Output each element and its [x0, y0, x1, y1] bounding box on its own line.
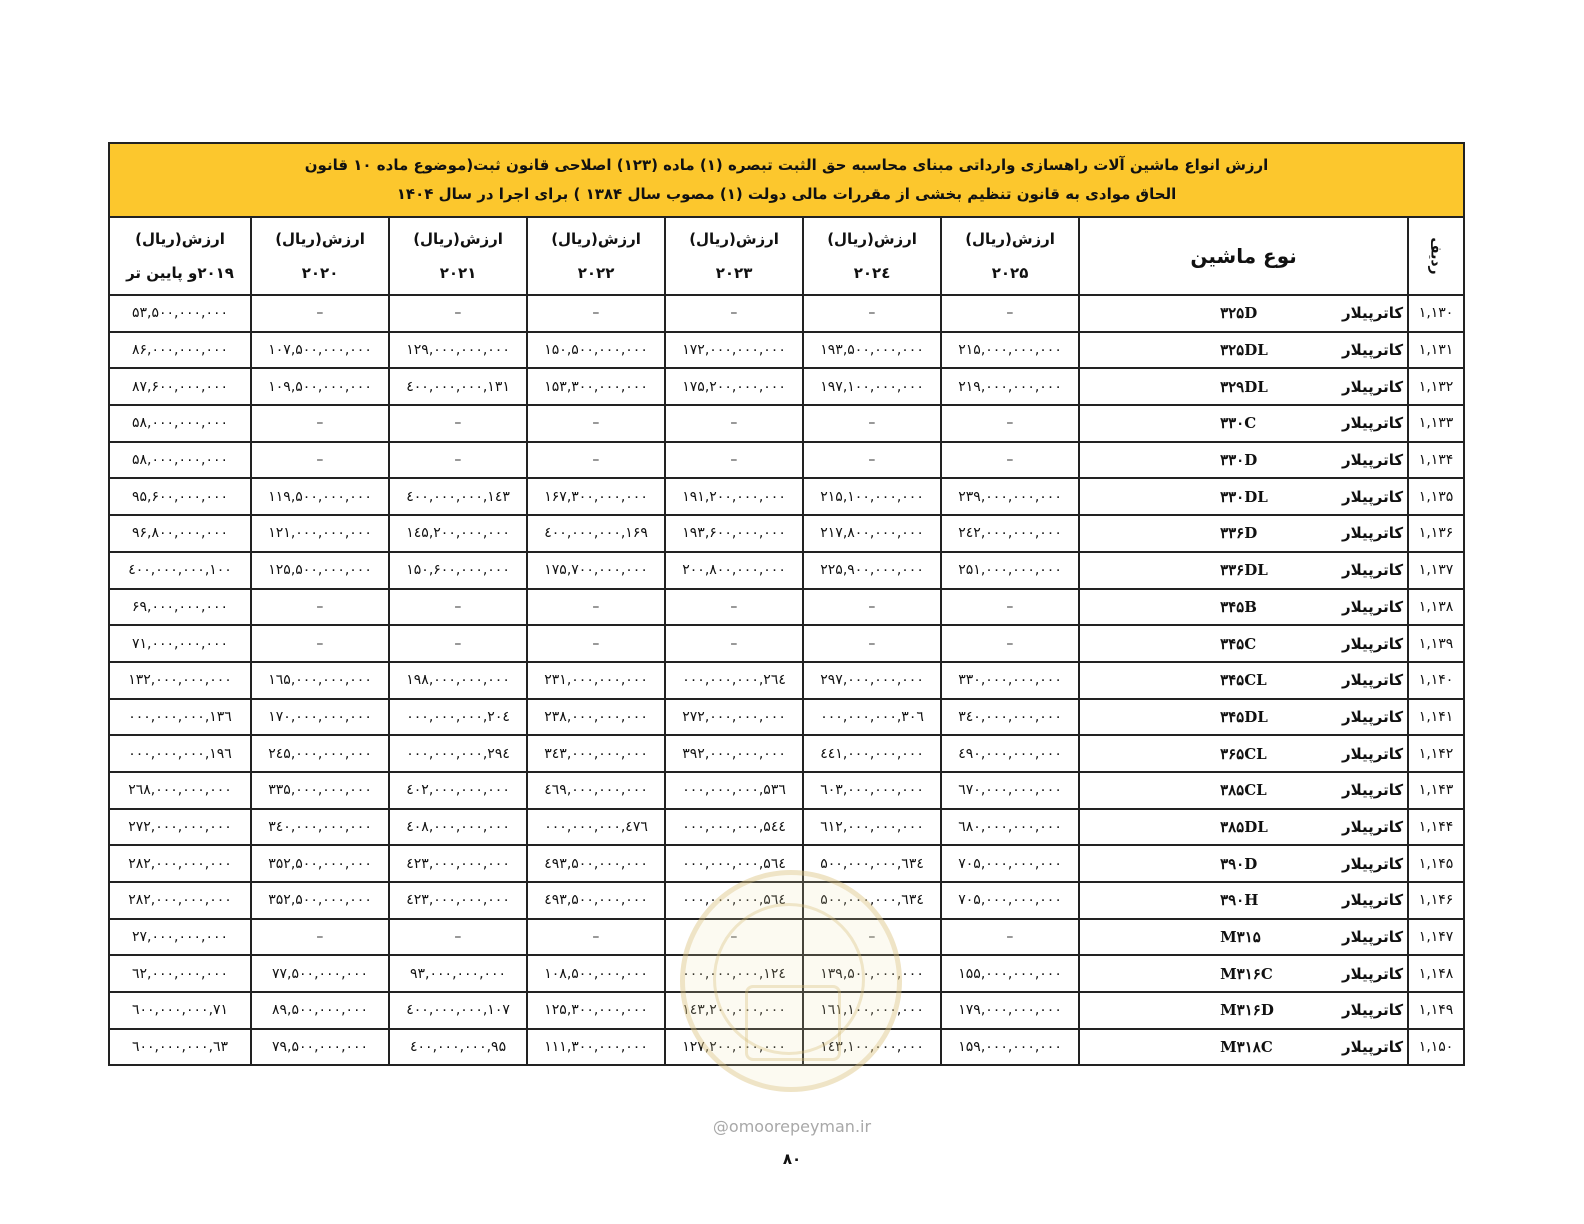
machine-type-cell — [1079, 552, 1408, 589]
value-cell: – — [803, 589, 941, 626]
machine-model: ۳۸۵CL — [1220, 781, 1267, 800]
value-cell: ۱۰۷,۵۰۰,۰۰۰,۰۰۰ — [251, 332, 389, 369]
value-cell: ۱۰۷,٤۰۰,۰۰۰,۰۰۰ — [389, 992, 527, 1029]
machine-brand: کاترپیلار — [1341, 671, 1404, 690]
row-number: ۱,۱۳۰ — [1408, 295, 1464, 332]
machine-model: ۳۲۹DL — [1220, 377, 1268, 396]
machine-brand: کاترپیلار — [1341, 634, 1404, 653]
row-number: ۱,۱۳۴ — [1408, 442, 1464, 479]
value-header-year: ۲۰۲۱ — [439, 264, 477, 282]
value-cell: ٦۳٤,۵۰۰,۰۰۰,۰۰۰ — [803, 882, 941, 919]
value-header-6 — [109, 217, 251, 295]
site-url: @omoorepeyman.ir — [712, 1117, 872, 1136]
machine-model: ۳۴۵C — [1220, 634, 1257, 653]
table-row — [109, 295, 1464, 332]
value-header-label: ارزش(ریال) — [689, 230, 779, 248]
value-cell: – — [665, 405, 803, 442]
value-header-label: ارزش(ریال) — [551, 230, 641, 248]
value-cell: – — [251, 919, 389, 956]
value-cell: ۲٤۲,۰۰۰,۰۰۰,۰۰۰ — [941, 515, 1079, 552]
machine-brand: کاترپیلار — [1341, 561, 1404, 580]
value-cell: ۱۹۷,۱۰۰,۰۰۰,۰۰۰ — [803, 368, 941, 405]
value-cell: ٤۲۳,۰۰۰,۰۰۰,۰۰۰ — [389, 882, 527, 919]
row-number: ۱,۱۴۵ — [1408, 845, 1464, 882]
value-cell: ۵۳,۵۰۰,۰۰۰,۰۰۰ — [109, 295, 251, 332]
row-number: ۱,۱۵۰ — [1408, 1029, 1464, 1066]
machine-brand: کاترپیلار — [1341, 928, 1404, 947]
machine-model: ۳۴۵B — [1220, 597, 1257, 616]
value-cell: ۶۹,۰۰۰,۰۰۰,۰۰۰ — [109, 589, 251, 626]
row-number: ۱,۱۴۱ — [1408, 699, 1464, 736]
value-cell: ۱۹۳,۶۰۰,۰۰۰,۰۰۰ — [665, 515, 803, 552]
machine-model: ۳۳۰C — [1220, 414, 1257, 433]
value-header-year: ۲۰۲۰ — [301, 264, 339, 282]
value-cell: ٦۰۳,۰۰۰,۰۰۰,۰۰۰ — [803, 772, 941, 809]
value-cell: ۷۰۵,۰۰۰,۰۰۰,۰۰۰ — [941, 882, 1079, 919]
value-cell: ۳۰٦,۰۰۰,۰۰۰,۰۰۰ — [803, 699, 941, 736]
title-line-1: ارزش انواع ماشین آلات راهسازی وارداتی مبنای محاسبه حق الثبت تبصره (۱) ماده (۱۲۳) اصلاحی قانون ثبت(موضوع ماده ۱۰ قانون — [304, 156, 1269, 174]
table-row — [109, 919, 1464, 956]
machine-model: ۳۳۶DL — [1220, 561, 1268, 580]
machine-type-cell — [1079, 625, 1408, 662]
machine-type-cell — [1079, 882, 1408, 919]
table-row — [109, 955, 1464, 992]
machine-type-cell — [1079, 992, 1408, 1029]
value-cell: ۱٦۱,۱۰۰,۰۰۰,۰۰۰ — [803, 992, 941, 1029]
value-cell: ۱۳۲,۰۰۰,۰۰۰,۰۰۰ — [109, 662, 251, 699]
value-cell: ۹۵,٤۰۰,۰۰۰,۰۰۰ — [389, 1029, 527, 1066]
table-row — [109, 478, 1464, 515]
value-header-year: ۲۰۱۹و پایین تر — [126, 264, 234, 282]
value-cell: ۵٦٤,۰۰۰,۰۰۰,۰۰۰ — [665, 845, 803, 882]
value-cell: ۳٤۰,۰۰۰,۰۰۰,۰۰۰ — [941, 699, 1079, 736]
machine-model: ۳۳۰D — [1220, 451, 1258, 470]
value-header-year: ۲۰۲۵ — [991, 264, 1029, 282]
value-cell: ۱٦۵,۰۰۰,۰۰۰,۰۰۰ — [251, 662, 389, 699]
value-cell: ۱٤۳,٤۰۰,۰۰۰,۰۰۰ — [389, 478, 527, 515]
value-cell: – — [527, 405, 665, 442]
value-cell: ۵۸,۰۰۰,۰۰۰,۰۰۰ — [109, 405, 251, 442]
machine-type-cell — [1079, 515, 1408, 552]
row-number: ۱,۱۴۲ — [1408, 735, 1464, 772]
value-cell: ۱۰۹,۵۰۰,۰۰۰,۰۰۰ — [251, 368, 389, 405]
value-cell: – — [941, 625, 1079, 662]
machine-model: M۳۱۶C — [1220, 964, 1273, 983]
value-cell: ۱۵۳,۳۰۰,۰۰۰,۰۰۰ — [527, 368, 665, 405]
machine-brand: کاترپیلار — [1341, 524, 1404, 543]
value-cell: ۳۹۲,۰۰۰,۰۰۰,۰۰۰ — [665, 735, 803, 772]
machine-type-cell — [1079, 295, 1408, 332]
value-cell: ۱۷۵,۷۰۰,۰۰۰,۰۰۰ — [527, 552, 665, 589]
title-line-2: الحاق موادی به قانون تنظیم بخشی از مقررات مالی دولت (۱) مصوب سال ۱۳۸۴ ) برای اجرا در سال ۱۴۰۴ — [396, 185, 1177, 203]
machine-brand: کاترپیلار — [1341, 1038, 1404, 1057]
value-cell: – — [527, 295, 665, 332]
value-cell: ۵٤٤,۰۰۰,۰۰۰,۰۰۰ — [665, 809, 803, 846]
machine-type-cell — [1079, 699, 1408, 736]
value-cell: – — [803, 405, 941, 442]
value-cell: ۲۳۸,۰۰۰,۰۰۰,۰۰۰ — [527, 699, 665, 736]
value-cell: ۱۷۲,۰۰۰,۰۰۰,۰۰۰ — [665, 332, 803, 369]
value-cell: ۱۷۹,۰۰۰,۰۰۰,۰۰۰ — [941, 992, 1079, 1029]
value-cell: – — [251, 295, 389, 332]
table-row — [109, 625, 1464, 662]
machine-model: ۳۸۵DL — [1220, 817, 1268, 836]
table-row — [109, 405, 1464, 442]
value-cell: ٦۸۰,۰۰۰,۰۰۰,۰۰۰ — [941, 809, 1079, 846]
value-cell: – — [941, 589, 1079, 626]
machine-type-cell — [1079, 332, 1408, 369]
machine-type-cell — [1079, 735, 1408, 772]
value-cell: ۹۶,۸۰۰,۰۰۰,۰۰۰ — [109, 515, 251, 552]
row-number: ۱,۱۴۰ — [1408, 662, 1464, 699]
value-cell: ٤۹۰,۰۰۰,۰۰۰,۰۰۰ — [941, 735, 1079, 772]
value-cell: ۷۰۵,۰۰۰,۰۰۰,۰۰۰ — [941, 845, 1079, 882]
value-cell: ۵٦٤,۰۰۰,۰۰۰,۰۰۰ — [665, 882, 803, 919]
table-row — [109, 845, 1464, 882]
value-cell: ۲۳۱,۰۰۰,۰۰۰,۰۰۰ — [527, 662, 665, 699]
value-cell: ۱۱۱,۳۰۰,۰۰۰,۰۰۰ — [527, 1029, 665, 1066]
value-cell: ۲۱۷,۸۰۰,۰۰۰,۰۰۰ — [803, 515, 941, 552]
value-cell: ۱۰۰,٤۰۰,۰۰۰,۰۰۰ — [109, 552, 251, 589]
value-cell: ۲٤۵,۰۰۰,۰۰۰,۰۰۰ — [251, 735, 389, 772]
machine-model: M۳۱۶D — [1220, 1001, 1274, 1020]
value-cell: – — [251, 442, 389, 479]
value-cell: ۱۱۹,۵۰۰,۰۰۰,۰۰۰ — [251, 478, 389, 515]
machine-type-cell — [1079, 662, 1408, 699]
value-cell: ۷۷,۵۰۰,۰۰۰,۰۰۰ — [251, 955, 389, 992]
value-cell: ٤۷٦,۰۰۰,۰۰۰,۰۰۰ — [527, 809, 665, 846]
value-cell: ۱۲۵,۵۰۰,۰۰۰,۰۰۰ — [251, 552, 389, 589]
value-cell: ۸۷,۶۰۰,۰۰۰,۰۰۰ — [109, 368, 251, 405]
value-cell: ٤۰۸,۰۰۰,۰۰۰,۰۰۰ — [389, 809, 527, 846]
machine-brand: کاترپیلار — [1341, 891, 1404, 910]
value-cell: ۱۹۳,۵۰۰,۰۰۰,۰۰۰ — [803, 332, 941, 369]
value-cell: ۱۰۸,۵۰۰,۰۰۰,۰۰۰ — [527, 955, 665, 992]
machine-type-cell — [1079, 772, 1408, 809]
value-cell: ۱۲۹,۰۰۰,۰۰۰,۰۰۰ — [389, 332, 527, 369]
machine-type-cell — [1079, 405, 1408, 442]
value-cell: ۱۹۸,۰۰۰,۰۰۰,۰۰۰ — [389, 662, 527, 699]
value-cell: – — [941, 919, 1079, 956]
value-cell: ۱۶۷,۳۰۰,۰۰۰,۰۰۰ — [527, 478, 665, 515]
value-cell: – — [665, 295, 803, 332]
machine-brand: کاترپیلار — [1341, 377, 1404, 396]
machine-model: ۳۳۶D — [1220, 524, 1258, 543]
value-header-5 — [251, 217, 389, 295]
value-cell: – — [389, 295, 527, 332]
table-row — [109, 809, 1464, 846]
value-cell: ۲٦۸,۰۰۰,۰۰۰,۰۰۰ — [109, 772, 251, 809]
value-cell: ٤۹۳,۵۰۰,۰۰۰,۰۰۰ — [527, 882, 665, 919]
table-row — [109, 1029, 1464, 1066]
value-header-label: ارزش(ریال) — [135, 230, 225, 248]
value-cell: ۷۱,٦۰۰,۰۰۰,۰۰۰ — [109, 992, 251, 1029]
value-cell: – — [389, 625, 527, 662]
column-header-row — [109, 217, 1464, 295]
table-row — [109, 368, 1464, 405]
value-cell: – — [389, 589, 527, 626]
value-cell: ۱۲۵,۳۰۰,۰۰۰,۰۰۰ — [527, 992, 665, 1029]
value-cell: ۳۵۲,۵۰۰,۰۰۰,۰۰۰ — [251, 882, 389, 919]
row-number: ۱,۱۳۷ — [1408, 552, 1464, 589]
value-cell: ۱۵۰,۵۰۰,۰۰۰,۰۰۰ — [527, 332, 665, 369]
machine-brand: کاترپیلار — [1341, 744, 1404, 763]
table-row — [109, 662, 1464, 699]
value-cell: – — [389, 442, 527, 479]
value-cell: – — [665, 442, 803, 479]
value-header-label: ارزش(ریال) — [413, 230, 503, 248]
value-cell: ٤۰۲,۰۰۰,۰۰۰,۰۰۰ — [389, 772, 527, 809]
table-row — [109, 992, 1464, 1029]
value-cell: ۱۲٤,۰۰۰,۰۰۰,۰۰۰ — [665, 955, 803, 992]
value-cell: ۱۵۰,۶۰۰,۰۰۰,۰۰۰ — [389, 552, 527, 589]
value-cell: ۱۳۱,٤۰۰,۰۰۰,۰۰۰ — [389, 368, 527, 405]
value-cell: – — [941, 442, 1079, 479]
value-cell: ۲۰۰,۸۰۰,۰۰۰,۰۰۰ — [665, 552, 803, 589]
machine-brand: کاترپیلار — [1341, 854, 1404, 873]
value-cell: ۹۳,۰۰۰,۰۰۰,۰۰۰ — [389, 955, 527, 992]
value-cell: ۱۷۰,۰۰۰,۰۰۰,۰۰۰ — [251, 699, 389, 736]
value-cell: – — [803, 295, 941, 332]
value-cell: ۲۷۲,۰۰۰,۰۰۰,۰۰۰ — [665, 699, 803, 736]
machine-brand: کاترپیلار — [1341, 817, 1404, 836]
value-header-3 — [527, 217, 665, 295]
machine-type-cell — [1079, 478, 1408, 515]
row-number: ۱,۱۳۹ — [1408, 625, 1464, 662]
value-cell: ۸۹,۵۰۰,۰۰۰,۰۰۰ — [251, 992, 389, 1029]
value-cell: ۳۳۵,۰۰۰,۰۰۰,۰۰۰ — [251, 772, 389, 809]
value-cell: ۱۷۵,۲۰۰,۰۰۰,۰۰۰ — [665, 368, 803, 405]
value-cell: – — [803, 625, 941, 662]
table-row — [109, 442, 1464, 479]
machine-model: ۳۴۵DL — [1220, 707, 1268, 726]
value-cell: – — [527, 625, 665, 662]
value-cell: ۲۱۹,۰۰۰,۰۰۰,۰۰۰ — [941, 368, 1079, 405]
value-cell: ۳٤۳,۰۰۰,۰۰۰,۰۰۰ — [527, 735, 665, 772]
machine-model: M۳۱۵ — [1220, 928, 1261, 947]
value-header-year: ۲۰۲٤ — [853, 264, 891, 282]
value-cell: ۱٤۵,۲۰۰,۰۰۰,۰۰۰ — [389, 515, 527, 552]
table-row — [109, 699, 1464, 736]
value-cell: ۱۲۷,۲۰۰,۰۰۰,۰۰۰ — [665, 1029, 803, 1066]
table-row — [109, 552, 1464, 589]
table-row — [109, 735, 1464, 772]
value-cell: ۸۶,۰۰۰,۰۰۰,۰۰۰ — [109, 332, 251, 369]
value-header-label: ارزش(ریال) — [965, 230, 1055, 248]
value-cell: ۱۳٦,۰۰۰,۰۰۰,۰۰۰ — [109, 699, 251, 736]
machine-type-cell — [1079, 955, 1408, 992]
value-cell: ۲۷۲,۰۰۰,۰۰۰,۰۰۰ — [109, 809, 251, 846]
value-cell: ۱۲۱,۰۰۰,۰۰۰,۰۰۰ — [251, 515, 389, 552]
value-cell: ۵۸,۰۰۰,۰۰۰,۰۰۰ — [109, 442, 251, 479]
value-cell: ۳۵۲,۵۰۰,۰۰۰,۰۰۰ — [251, 845, 389, 882]
machine-brand: کاترپیلار — [1341, 414, 1404, 433]
value-cell: ۱۹۱,۲۰۰,۰۰۰,۰۰۰ — [665, 478, 803, 515]
value-header-2 — [665, 217, 803, 295]
row-number: ۱,۱۴۶ — [1408, 882, 1464, 919]
row-number: ۱,۱۴۷ — [1408, 919, 1464, 956]
value-cell: ۲۵۱,۰۰۰,۰۰۰,۰۰۰ — [941, 552, 1079, 589]
value-cell: – — [527, 442, 665, 479]
machine-brand: کاترپیلار — [1341, 451, 1404, 470]
value-cell: ٤۹۳,۵۰۰,۰۰۰,۰۰۰ — [527, 845, 665, 882]
machine-type-cell — [1079, 368, 1408, 405]
table-row — [109, 589, 1464, 626]
row-number: ۱,۱۴۸ — [1408, 955, 1464, 992]
machine-model: ۳۲۵DL — [1220, 341, 1268, 360]
value-cell: ۵۳٦,۰۰۰,۰۰۰,۰۰۰ — [665, 772, 803, 809]
table-title — [109, 143, 1464, 217]
value-cell: ٦۷۰,۰۰۰,۰۰۰,۰۰۰ — [941, 772, 1079, 809]
value-cell: ٦۳٤,۵۰۰,۰۰۰,۰۰۰ — [803, 845, 941, 882]
machine-model: ۳۲۵D — [1220, 304, 1258, 323]
machine-brand: کاترپیلار — [1341, 964, 1404, 983]
machine-model: ۳۹۰H — [1220, 891, 1259, 910]
value-cell: ۲۸۲,۰۰۰,۰۰۰,۰۰۰ — [109, 845, 251, 882]
value-cell: ٤٦۹,۰۰۰,۰۰۰,۰۰۰ — [527, 772, 665, 809]
machine-brand: کاترپیلار — [1341, 487, 1404, 506]
value-cell: ٦۱۲,۰۰۰,۰۰۰,۰۰۰ — [803, 809, 941, 846]
machine-brand: کاترپیلار — [1341, 1001, 1404, 1020]
value-header-0 — [941, 217, 1079, 295]
machine-type-cell — [1079, 442, 1408, 479]
value-cell: – — [251, 589, 389, 626]
value-header-year: ۲۰۲۲ — [577, 264, 615, 282]
machinery-value-table — [108, 142, 1465, 1066]
value-cell: ۱۹٦,۰۰۰,۰۰۰,۰۰۰ — [109, 735, 251, 772]
machine-model: ۳۳۰DL — [1220, 487, 1268, 506]
value-cell: ۱٤۳,۲۰۰,۰۰۰,۰۰۰ — [665, 992, 803, 1029]
machine-type-cell — [1079, 589, 1408, 626]
value-cell: ۲۷,۰۰۰,۰۰۰,۰۰۰ — [109, 919, 251, 956]
value-cell: ۲۲۵,۹۰۰,۰۰۰,۰۰۰ — [803, 552, 941, 589]
machine-brand: کاترپیلار — [1341, 341, 1404, 360]
table-row — [109, 515, 1464, 552]
value-cell: ۱۳۹,۵۰۰,۰۰۰,۰۰۰ — [803, 955, 941, 992]
value-cell: – — [803, 919, 941, 956]
value-cell: – — [665, 625, 803, 662]
value-cell: ۱۵۵,۰۰۰,۰۰۰,۰۰۰ — [941, 955, 1079, 992]
machine-type-header: نوع ماشین — [1079, 217, 1408, 295]
row-number: ۱,۱۳۸ — [1408, 589, 1464, 626]
value-cell: ۷۱,۰۰۰,۰۰۰,۰۰۰ — [109, 625, 251, 662]
value-cell: ٦۳,٦۰۰,۰۰۰,۰۰۰ — [109, 1029, 251, 1066]
row-number: ۱,۱۳۲ — [1408, 368, 1464, 405]
row-number: ۱,۱۳۱ — [1408, 332, 1464, 369]
machine-type-cell — [1079, 1029, 1408, 1066]
machine-model: ۳۶۵CL — [1220, 744, 1267, 763]
table-row — [109, 332, 1464, 369]
value-cell: – — [527, 589, 665, 626]
value-cell: ۲۹۷,۰۰۰,۰۰۰,۰۰۰ — [803, 662, 941, 699]
value-cell: ۲٦٤,۰۰۰,۰۰۰,۰۰۰ — [665, 662, 803, 699]
table-row — [109, 772, 1464, 809]
value-cell: ۲۱۵,۰۰۰,۰۰۰,۰۰۰ — [941, 332, 1079, 369]
value-cell: ۹۵,۶۰۰,۰۰۰,۰۰۰ — [109, 478, 251, 515]
value-cell: ۳٤۰,۰۰۰,۰۰۰,۰۰۰ — [251, 809, 389, 846]
value-cell: ۳۳۰,۰۰۰,۰۰۰,۰۰۰ — [941, 662, 1079, 699]
value-header-1 — [803, 217, 941, 295]
row-number-header: ردیف — [1408, 217, 1464, 295]
value-cell: ۲۹٤,۰۰۰,۰۰۰,۰۰۰ — [389, 735, 527, 772]
value-cell: ٦۲,۰۰۰,۰۰۰,۰۰۰ — [109, 955, 251, 992]
machine-brand: کاترپیلار — [1341, 781, 1404, 800]
machine-brand: کاترپیلار — [1341, 707, 1404, 726]
value-header-year: ۲۰۲۳ — [715, 264, 753, 282]
machine-model: ۳۹۰D — [1220, 854, 1258, 873]
value-cell: – — [389, 919, 527, 956]
value-cell: – — [665, 919, 803, 956]
value-header-4 — [389, 217, 527, 295]
value-cell: – — [251, 405, 389, 442]
machine-model: M۳۱۸C — [1220, 1038, 1273, 1057]
value-cell: – — [251, 625, 389, 662]
value-cell: – — [941, 295, 1079, 332]
row-number: ۱,۱۴۹ — [1408, 992, 1464, 1029]
value-cell: ٤۲۳,۰۰۰,۰۰۰,۰۰۰ — [389, 845, 527, 882]
value-cell: ۷۹,۵۰۰,۰۰۰,۰۰۰ — [251, 1029, 389, 1066]
machine-brand: کاترپیلار — [1341, 597, 1404, 616]
value-cell: ٤٤۱,۰۰۰,۰۰۰,۰۰۰ — [803, 735, 941, 772]
table-body — [109, 295, 1464, 1065]
value-header-label: ارزش(ریال) — [827, 230, 917, 248]
machine-brand: کاترپیلار — [1341, 304, 1404, 323]
value-cell: – — [389, 405, 527, 442]
row-number: ۱,۱۴۴ — [1408, 809, 1464, 846]
machine-type-cell — [1079, 809, 1408, 846]
value-cell: ۲۱۵,۱۰۰,۰۰۰,۰۰۰ — [803, 478, 941, 515]
row-number: ۱,۱۳۵ — [1408, 478, 1464, 515]
value-cell: – — [665, 589, 803, 626]
value-cell: ۱۶۹,٤۰۰,۰۰۰,۰۰۰ — [527, 515, 665, 552]
value-cell: – — [803, 442, 941, 479]
machine-model: ۳۴۵CL — [1220, 671, 1267, 690]
value-cell: ۲۸۲,۰۰۰,۰۰۰,۰۰۰ — [109, 882, 251, 919]
row-number: ۱,۱۳۳ — [1408, 405, 1464, 442]
row-number: ۱,۱۴۳ — [1408, 772, 1464, 809]
row-number: ۱,۱۳۶ — [1408, 515, 1464, 552]
machine-type-cell — [1079, 845, 1408, 882]
value-cell: ۱۵۹,۰۰۰,۰۰۰,۰۰۰ — [941, 1029, 1079, 1066]
value-header-label: ارزش(ریال) — [275, 230, 365, 248]
table-row — [109, 882, 1464, 919]
machine-type-cell — [1079, 919, 1408, 956]
value-cell: – — [527, 919, 665, 956]
value-cell: – — [941, 405, 1079, 442]
value-cell: ۲۰٤,۰۰۰,۰۰۰,۰۰۰ — [389, 699, 527, 736]
page-number: ۸۰ — [782, 1150, 802, 1168]
value-cell: ۱٤۳,۱۰۰,۰۰۰,۰۰۰ — [803, 1029, 941, 1066]
value-cell: ۲۳۹,۰۰۰,۰۰۰,۰۰۰ — [941, 478, 1079, 515]
